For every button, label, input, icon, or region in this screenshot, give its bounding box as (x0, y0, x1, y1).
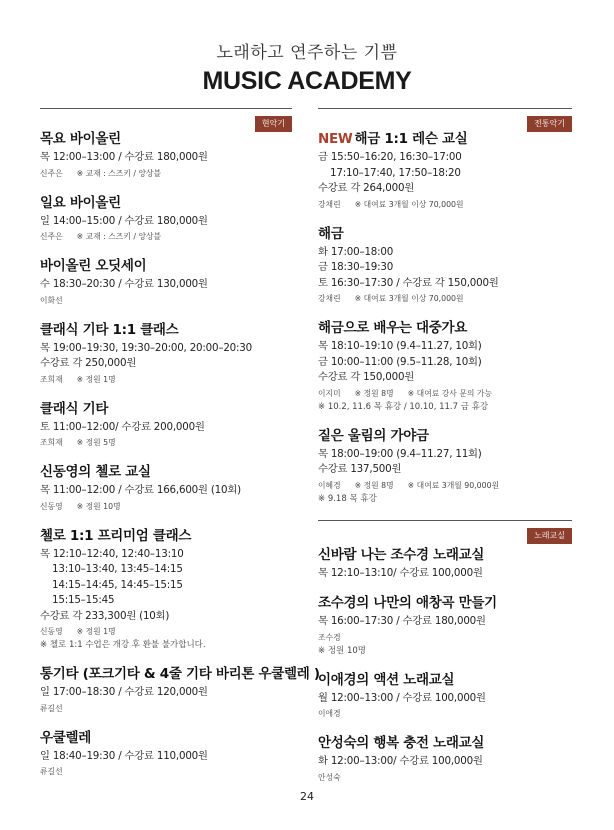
page-header (0, 38, 614, 96)
course-item (318, 127, 572, 212)
course-title-text: 신동영의 첼로 교실 (40, 464, 151, 480)
schedule-line: 목 16:00–17:30 / 수강료 180,000원 (318, 615, 486, 627)
course-title (318, 222, 572, 242)
category-tag: 노래교실 (527, 528, 572, 544)
course-note: ※ 10.2, 11.6 목 휴강 / 10.10, 11.7 금 휴강 (318, 401, 489, 412)
instructor-info (318, 630, 572, 645)
schedule-line: 수 18:30–20:30 / 수강료 130,000원 (40, 278, 208, 290)
schedule-line: 13:10–13:40, 13:45–14:15 (52, 563, 183, 575)
course-title-text: 바이올린 오딧세이 (40, 258, 147, 274)
instructor-info (40, 166, 292, 181)
course-note: ※ 정원 1명 (76, 374, 116, 384)
course-title (40, 191, 292, 211)
instructor-info (40, 435, 292, 450)
category-tag: 현악기 (255, 116, 292, 132)
instructor-info (318, 386, 572, 401)
course-item (40, 318, 292, 387)
course-note: ※ 정원 10명 (318, 645, 366, 656)
instructor-name: 류길선 (40, 767, 63, 776)
course-item (40, 254, 292, 308)
course-title (40, 397, 292, 417)
schedule-line: 목 12:10–13:10/ 수강료 100,000원 (318, 566, 483, 579)
course-title-text: 목요 바이올린 (40, 131, 121, 147)
instructor-info (40, 293, 292, 308)
schedule-line: 수강료 137,500원 (318, 463, 402, 475)
course-note: ※ 정원 10명 (76, 501, 121, 511)
course-note: ※ 정원 5명 (76, 438, 116, 447)
course-note: ※ 첼로 1:1 수업은 개강 후 환불 불가합니다. (40, 640, 206, 650)
schedule-line: 수강료 각 264,000원 (318, 182, 415, 194)
instructor-info (318, 291, 572, 306)
instructor-name: 조희재 (40, 374, 63, 384)
course-title-text: 해금으로 배우는 대중가요 (318, 320, 467, 336)
instructor-name: 신동영 (40, 501, 63, 511)
left-column (40, 108, 320, 789)
course-note: ※ 정원 8명 (354, 388, 394, 398)
schedule-line: 15:15–15:45 (52, 594, 115, 606)
course-title (318, 424, 572, 444)
schedule-line: 금 15:50–16:20, 16:30–17:00 (318, 151, 462, 163)
schedule-line: 화 17:00–18:00 (318, 245, 394, 258)
course-note: ※ 대여료 3개월 이상 70,000원 (354, 294, 464, 303)
course-title (318, 731, 572, 751)
schedule-line: 일 17:00–18:30 / 수강료 120,000원 (40, 686, 208, 698)
course-item (40, 397, 292, 451)
course-title-text: 우쿨렐레 (40, 729, 91, 746)
course-title (40, 460, 292, 480)
instructor-name: 조수경 (318, 632, 341, 642)
course-title-text: 클래식 기타 (40, 400, 109, 417)
right-column (318, 108, 572, 795)
instructor-name: 신주은 (40, 168, 63, 178)
course-note: ※ 교재 : 스즈키 / 앙상블 (76, 232, 162, 241)
schedule-line: 토 16:30–17:30 / 수강료 각 150,000원 (318, 276, 499, 289)
category-tag: 전통악기 (527, 116, 572, 132)
schedule-line: 목 12:00–13:00 / 수강료 180,000원 (40, 151, 208, 163)
course-title-text: 안성숙의 행복 충전 노래교실 (318, 735, 485, 751)
schedule-line: 일 14:00–15:00 / 수강료 180,000원 (40, 214, 208, 227)
course-title-text: 클래식 기타 1:1 클래스 (40, 321, 179, 338)
course-item (318, 222, 572, 307)
schedule-line: 목 19:00–19:30, 19:30–20:00, 20:00–20:30 (40, 341, 253, 354)
schedule-line: 토 11:00–12:00/ 수강료 200,000원 (40, 420, 205, 433)
course-item (40, 460, 292, 514)
course-title-text: 짙은 울림의 가야금 (318, 427, 429, 444)
course-title-text: 신바람 나는 조수경 노래교실 (318, 546, 485, 563)
instructor-name: 조희재 (40, 438, 63, 447)
schedule-line: 14:15–14:45, 14:45–15:15 (52, 578, 183, 591)
schedule-line: 수강료 각 250,000원 (40, 357, 137, 369)
instructor-info (318, 770, 572, 785)
course-note: ※ 정원 8명 (354, 480, 394, 490)
instructor-name: 류길선 (40, 703, 63, 713)
course-item (40, 127, 292, 181)
schedule-line: 화 12:00–13:00/ 수강료 100,000원 (318, 755, 483, 767)
page-number: 24 (300, 790, 314, 803)
course-title-text: 통기타 (포크기타 & 4줄 기타 바리톤 우쿨렐레 ) (40, 666, 320, 682)
course-title (318, 316, 572, 336)
course-title-text: 해금 (318, 225, 344, 242)
course-title (40, 254, 292, 274)
page-title: MUSIC ACADEMY (202, 67, 412, 95)
schedule-line: 월 12:00–13:00 / 수강료 100,000원 (318, 691, 486, 704)
course-item (40, 726, 292, 780)
course-title-text: 조수경의 나만의 애창곡 만들기 (318, 595, 497, 611)
instructor-name: 안성숙 (318, 772, 341, 782)
schedule-line: 목 18:10–19:10 (9.4–11.27, 10회) (318, 340, 482, 352)
course-list (318, 537, 572, 785)
course-item (40, 191, 292, 245)
course-note: ※ 정원 1명 (76, 627, 116, 636)
instructor-info (40, 229, 292, 244)
course-title (40, 662, 320, 682)
instructor-name: 이화선 (40, 295, 63, 305)
new-badge: NEW (318, 131, 353, 147)
schedule-line: 금 18:30–19:30 (318, 261, 394, 273)
course-title-text: 일요 바이올린 (40, 194, 121, 211)
schedule-line: 17:10–17:40, 17:50–18:20 (330, 166, 461, 179)
instructor-name: 신주은 (40, 232, 63, 241)
instructor-name: 강채린 (318, 199, 341, 209)
course-note: ※ 9.18 목 휴강 (318, 493, 377, 504)
course-note: ※ 대여료 3개월 이상 70,000원 (354, 199, 464, 209)
course-title (40, 318, 292, 338)
schedule-line: 일 18:40–19:30 / 수강료 110,000원 (40, 749, 208, 762)
course-title (40, 726, 292, 746)
course-list (318, 125, 572, 506)
course-item (318, 731, 572, 785)
page-subtitle: 노래하고 연주하는 기쁨 (216, 43, 398, 63)
section-header-strings (40, 108, 292, 128)
instructor-name: 강채린 (318, 294, 341, 303)
course-title (40, 524, 292, 544)
course-list (40, 125, 320, 779)
section-header-singing (318, 520, 572, 540)
course-title (318, 543, 572, 563)
course-title-text: 해금 1:1 레슨 교실 (354, 131, 468, 147)
course-note: ※ 대여료 3개월 90,000원 (407, 480, 500, 490)
course-note: ※ 교재 : 스즈키 / 앙상블 (76, 168, 162, 178)
course-item (40, 524, 292, 653)
instructor-name: 이애경 (318, 709, 341, 718)
schedule-line: 수강료 각 150,000원 (318, 371, 415, 383)
instructor-name: 이혜경 (318, 480, 341, 490)
instructor-name: 신동영 (40, 627, 63, 636)
course-title-text: 첼로 1:1 프리미엄 클래스 (40, 527, 192, 544)
instructor-info (40, 701, 292, 716)
instructor-info (40, 372, 292, 387)
instructor-info (318, 197, 572, 212)
course-title-text: 이애경의 액션 노래교실 (318, 671, 455, 688)
course-note: ※ 대여료 강사 문의 가능 (407, 388, 492, 398)
schedule-line: 목 11:00–12:00 / 수강료 166,600원 (10회) (40, 484, 241, 496)
course-item (40, 662, 320, 716)
schedule-line: 목 12:10–12:40, 12:40–13:10 (40, 547, 184, 560)
instructor-name: 이지미 (318, 388, 341, 398)
course-item (318, 316, 572, 414)
schedule-line: 수강료 각 233,300원 (10회) (40, 609, 170, 622)
instructor-info (40, 499, 292, 514)
course-title (318, 591, 572, 611)
section-header-traditional (318, 108, 572, 128)
instructor-info (40, 764, 292, 779)
course-item (318, 668, 572, 722)
schedule-line: 금 10:00–11:00 (9.5–11.28, 10회) (318, 355, 482, 368)
course-title (318, 668, 572, 688)
course-item (318, 591, 572, 658)
course-item (318, 424, 572, 506)
instructor-info (40, 624, 292, 639)
instructor-info (318, 478, 572, 493)
course-item (318, 543, 572, 582)
instructor-info (318, 706, 572, 721)
schedule-line: 목 18:00–19:00 (9.4–11.27, 11회) (318, 447, 482, 460)
